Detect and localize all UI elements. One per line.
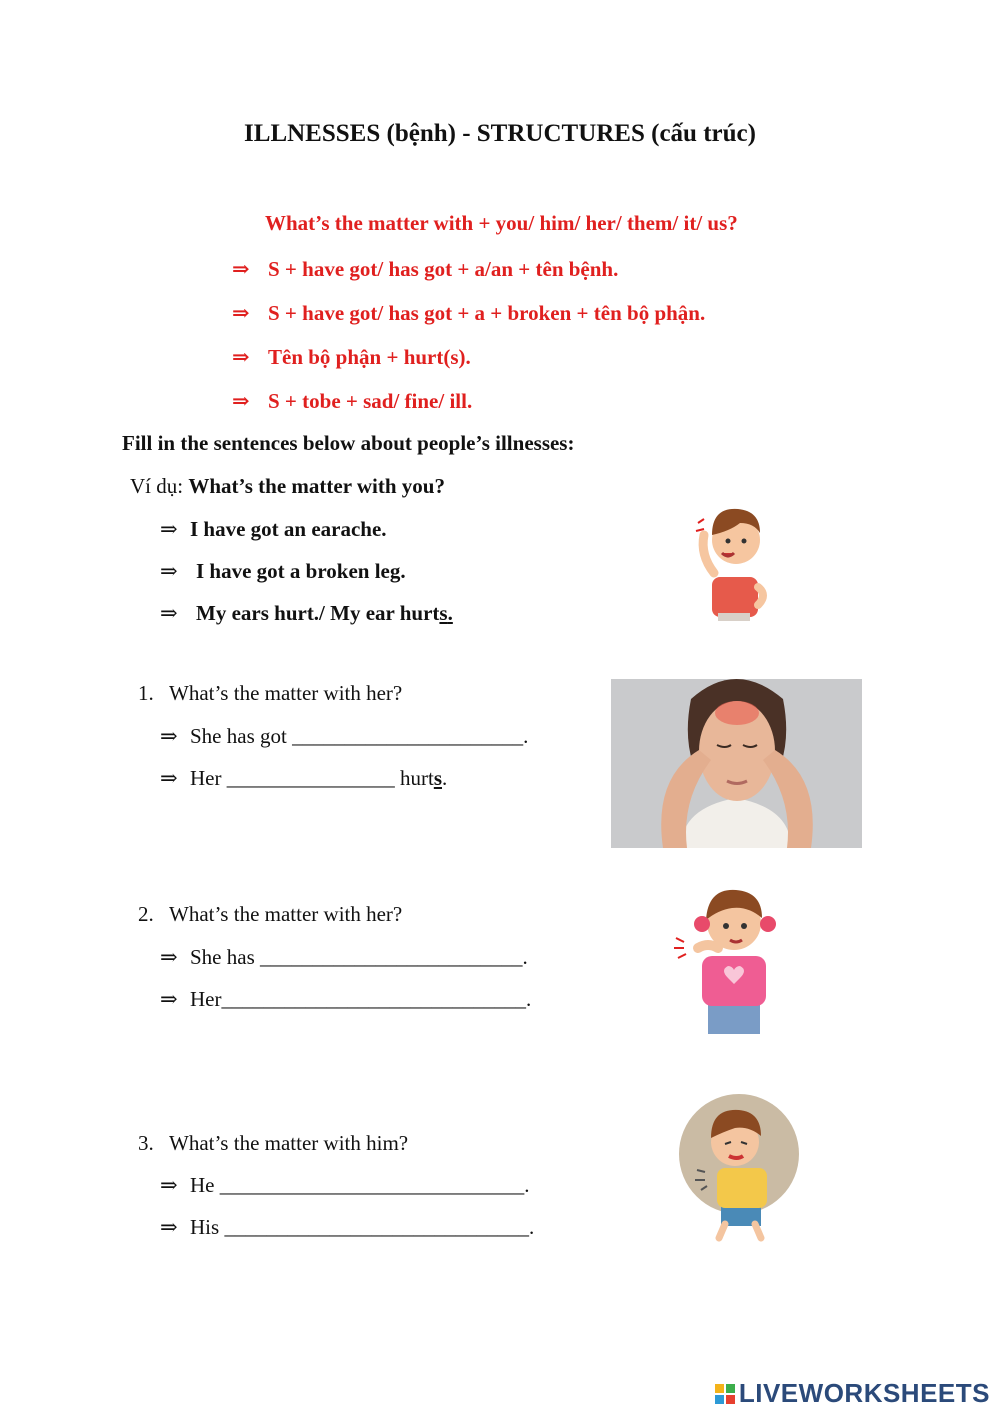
stomachache-boy-image	[677, 1092, 805, 1242]
example-answer-2: ⇒ I have got a broken leg.	[160, 559, 406, 583]
arrow-icon: ⇒	[160, 1173, 178, 1197]
arrow-icon: ⇒	[160, 987, 178, 1011]
structure-answer-2: ⇒ S + have got/ has got + a + broken + tên bộ phận.	[232, 301, 706, 325]
answer-blank[interactable]: _____________________________.	[219, 1173, 530, 1197]
exercise-2-line-1: ⇒ She has _________________________.	[160, 945, 528, 969]
liveworksheets-logo-icon	[715, 1384, 735, 1404]
answer-blank[interactable]: ________________	[226, 766, 395, 790]
arrow-icon: ⇒	[160, 517, 178, 541]
page-title: ILLNESSES (bệnh) - STRUCTURES (cấu trúc)	[244, 120, 756, 147]
arrow-icon: ⇒	[232, 389, 250, 413]
exercise-3-question: 3. What’s the matter with him?	[138, 1131, 409, 1155]
headache-woman-image	[611, 679, 862, 848]
answer-blank[interactable]: ______________________.	[292, 724, 529, 748]
instruction: Fill in the sentences below about people’s illnesses:	[122, 431, 575, 455]
exercise-2-line-2: ⇒ Her_____________________________.	[160, 987, 532, 1011]
liveworksheets-logo: LIVEWORKSHEETS	[715, 1378, 990, 1409]
answer-blank[interactable]: _____________________________.	[221, 987, 532, 1011]
toothache-girl-image	[668, 878, 803, 1036]
arrow-icon: ⇒	[160, 1215, 178, 1239]
arrow-icon: ⇒	[160, 601, 178, 625]
exercise-3-line-2: ⇒ His _____________________________.	[160, 1215, 535, 1239]
example-question: Ví dụ: What’s the matter with you?	[130, 474, 445, 498]
exercise-1-line-2: ⇒ Her ________________ hurts.	[160, 766, 448, 790]
example-answer-3: ⇒ My ears hurt./ My ear hurts.	[160, 601, 453, 625]
exercise-3-line-1: ⇒ He _____________________________.	[160, 1173, 530, 1197]
answer-blank[interactable]: _________________________.	[260, 945, 528, 969]
example-answer-1: ⇒ I have got an earache.	[160, 517, 387, 541]
arrow-icon: ⇒	[160, 766, 178, 790]
structure-answer-3: ⇒ Tên bộ phận + hurt(s).	[232, 345, 471, 369]
answer-blank[interactable]: _____________________________.	[224, 1215, 535, 1239]
exercise-1-line-1: ⇒ She has got ______________________.	[160, 724, 529, 748]
structure-answer-4: ⇒ S + tobe + sad/ fine/ ill.	[232, 389, 473, 413]
exercise-1-question: 1. What’s the matter with her?	[138, 681, 403, 705]
arrow-icon: ⇒	[232, 257, 250, 281]
earache-boy-image	[680, 495, 790, 625]
arrow-icon: ⇒	[160, 945, 178, 969]
arrow-icon: ⇒	[160, 724, 178, 748]
structure-answer-1: ⇒ S + have got/ has got + a/an + tên bệnh.	[232, 257, 619, 281]
arrow-icon: ⇒	[232, 301, 250, 325]
arrow-icon: ⇒	[232, 345, 250, 369]
arrow-icon: ⇒	[160, 559, 178, 583]
exercise-2-question: 2. What’s the matter with her?	[138, 902, 403, 926]
structure-question: What’s the matter with + you/ him/ her/ them/ it/ us?	[265, 211, 738, 235]
